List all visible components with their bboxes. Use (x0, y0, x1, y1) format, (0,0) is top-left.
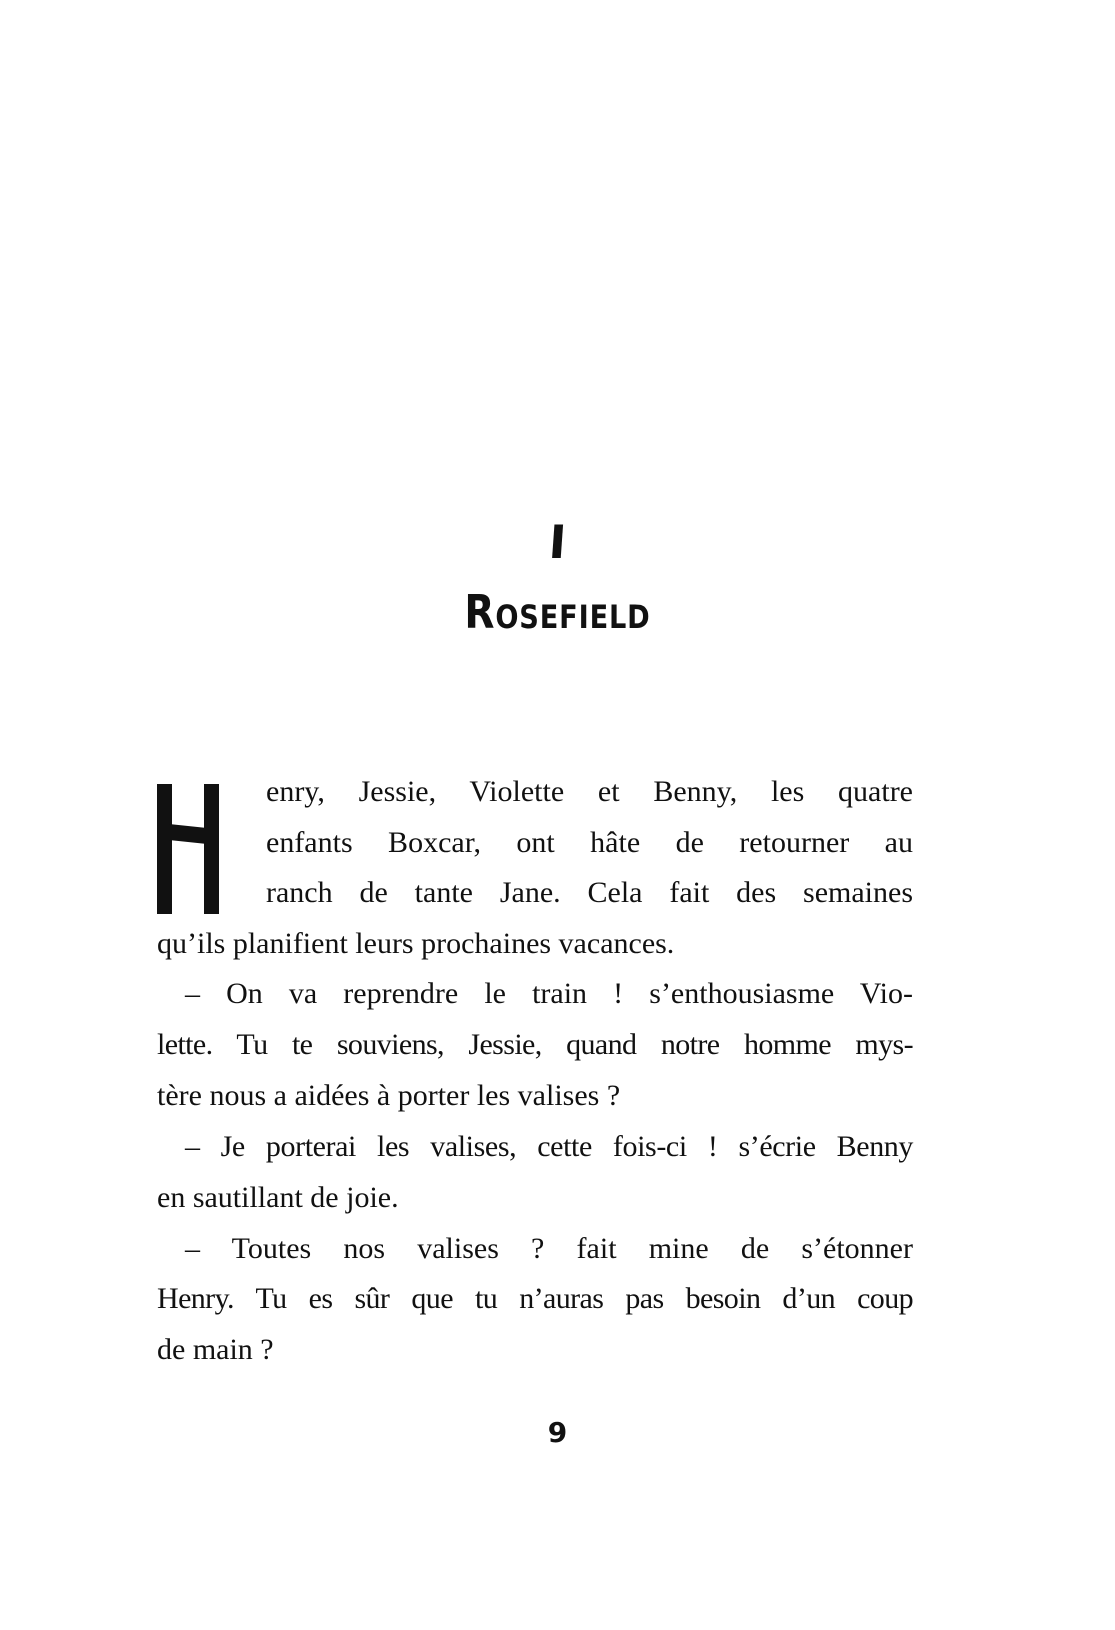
chapter-title: Rosefield (464, 585, 651, 639)
text-line: ranch de tante Jane. Cela fait des semaines (266, 876, 913, 909)
drop-cap-h (157, 784, 219, 914)
page-number: 9 (547, 1416, 568, 1449)
text-line: tère nous a aidées à porter les valises ? (157, 1079, 621, 1112)
text-line: enry, Jessie, Violette et Benny, les quatre (266, 775, 913, 808)
text-line: enfants Boxcar, ont hâte de retourner au (266, 826, 913, 859)
text-line: de main ? (157, 1333, 274, 1366)
text-line: qu’ils planifient leurs prochaines vacances. (157, 927, 675, 960)
text-line: en sautillant de joie. (157, 1181, 399, 1214)
text-line: Henry. Tu es sûr que tu n’auras pas besoin d’un coup (157, 1282, 913, 1315)
text-line: lette. Tu te souviens, Jessie, quand notre homme mys- (157, 1028, 913, 1061)
text-line: – Je porterai les valises, cette fois-ci ! s’écrie Benny (185, 1130, 913, 1163)
text-line: – Toutes nos valises ? fait mine de s’étonner (185, 1232, 913, 1265)
text-line: – On va reprendre le train ! s’enthousiasme Vio- (185, 977, 913, 1010)
chapter-number: I (547, 515, 568, 569)
